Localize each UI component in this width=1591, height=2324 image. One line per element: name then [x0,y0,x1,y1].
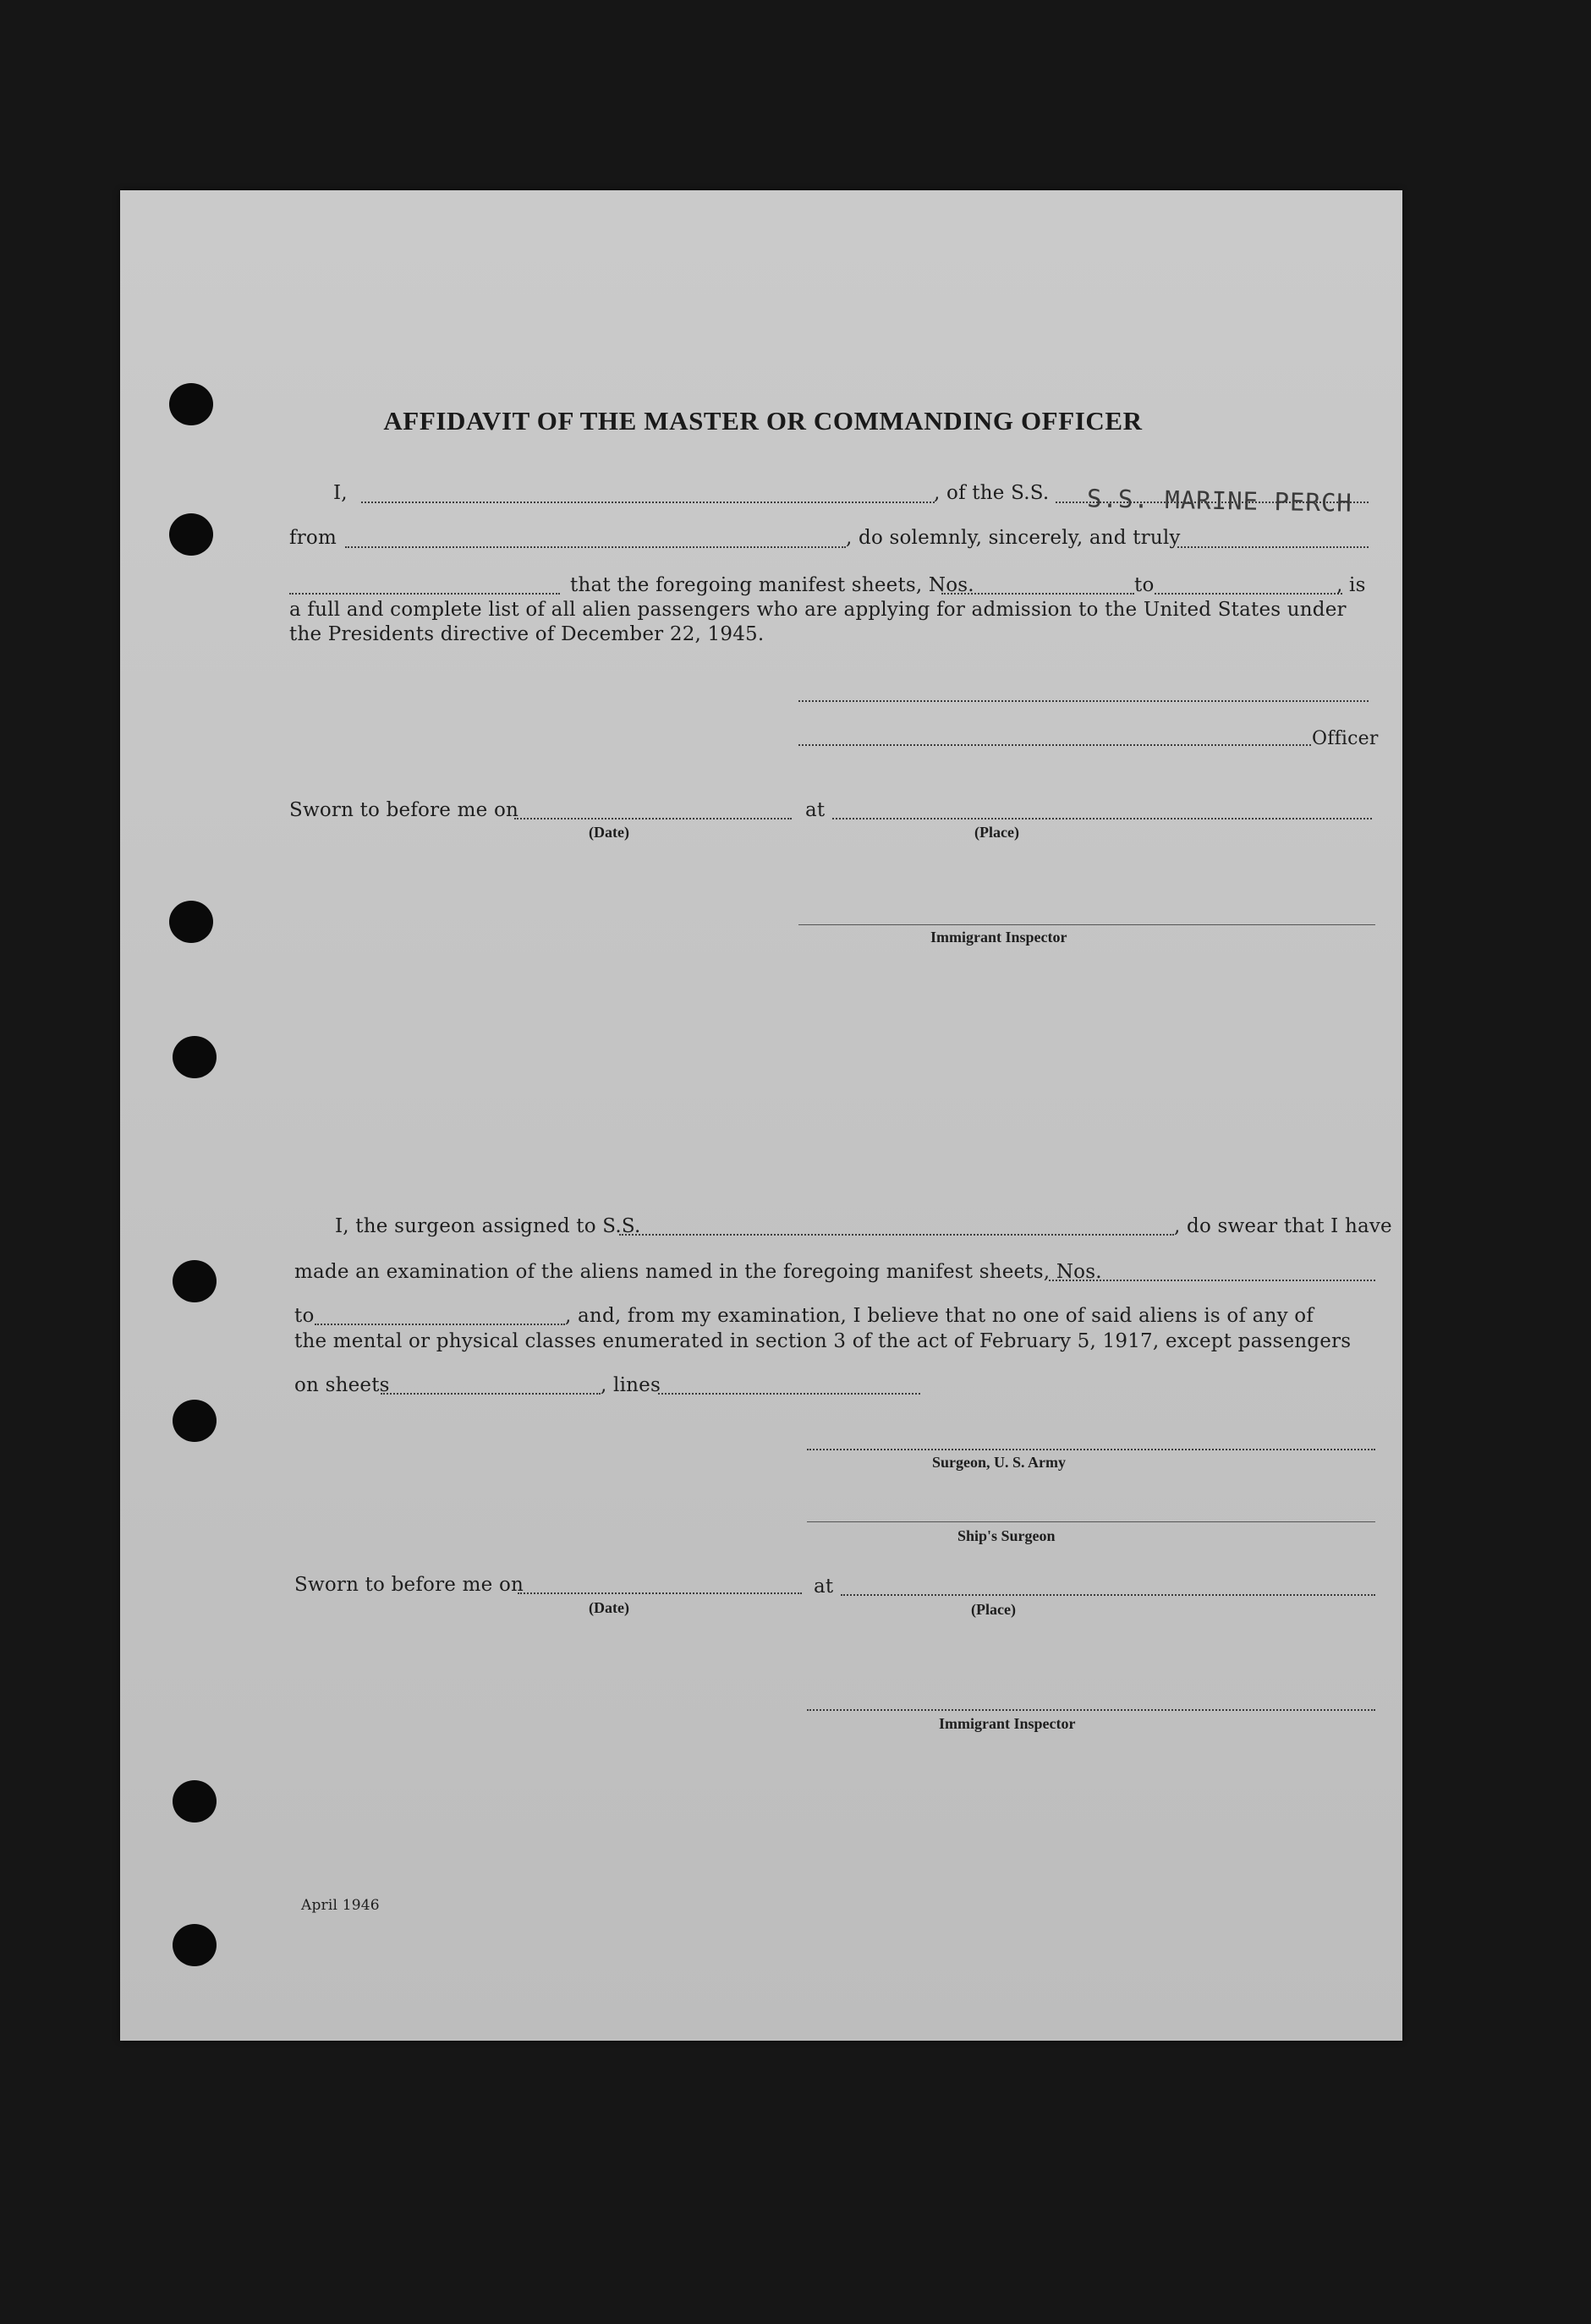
from-label: from [289,527,337,549]
punch-hole [173,1400,217,1442]
sworn-place-field-2[interactable] [841,1594,1375,1596]
surgeon-sheets-from-field[interactable] [1049,1280,1375,1281]
date-caption: (Date) [589,824,629,841]
i-label: I, [333,482,348,504]
sworn-date-field-2[interactable] [518,1592,802,1594]
surgeon-ship-field[interactable] [619,1234,1174,1236]
surgeon-sheets-to-field[interactable] [315,1324,565,1325]
ship-name-stamp: S.S. MARINE PERCH [1086,484,1353,518]
is-label: , is [1336,574,1366,596]
lines-label: , lines [601,1374,661,1396]
at-label: at [805,799,826,821]
officer-label: Officer [1312,728,1379,749]
of-ss-label: , of the S.S. [934,482,1050,504]
sworn-label: Sworn to before me on [289,799,519,821]
sheets-to-field[interactable] [1155,593,1342,595]
foregoing-sheets-text: that the foregoing manifest sheets, Nos. [570,574,974,596]
to-label: to [1134,574,1155,596]
do-solemnly-text: , do solemnly, sincerely, and truly [846,527,1181,549]
sworn-date-field[interactable] [514,818,792,819]
surgeon-line-1a: I, the surgeon assigned to S.S. [335,1215,641,1237]
surgeon-line-4: the mental or physical classes enumerated in section 3 of the act of February 5, 1917, except passengers [294,1330,1352,1352]
full-list-text: a full and complete list of all alien passengers who are applying for admission to the United States under [289,599,1347,621]
inspector-signature-line-2[interactable] [807,1709,1375,1711]
excepted-lines-field[interactable] [658,1393,920,1395]
sworn-place-field[interactable] [832,818,1372,819]
inspector-label: Immigrant Inspector [930,929,1067,945]
at-label-2: at [814,1576,834,1598]
punch-hole [173,1036,217,1078]
place-caption: (Place) [974,824,1019,841]
document-title: AFFIDAVIT OF THE MASTER OR COMMANDING OFFICER [383,406,1143,436]
date-caption-2: (Date) [589,1599,629,1616]
officer-signature-line-1[interactable] [798,700,1369,702]
sheets-from-field[interactable] [941,593,1134,595]
army-surgeon-signature-line[interactable] [807,1449,1375,1450]
punch-hole [169,901,213,943]
directive-text: the Presidents directive of December 22, 1945. [289,623,765,645]
officer-signature-line-2[interactable] [798,744,1311,746]
punch-hole [173,1924,217,1966]
surgeon-line-1b: , do swear that I have [1174,1215,1392,1237]
from-port-field[interactable] [345,546,846,548]
surgeon-to-label: to [294,1305,315,1327]
punch-hole [173,1260,217,1302]
punch-hole [169,383,213,425]
place-caption-2: (Place) [971,1601,1016,1618]
surgeon-line-2: made an examination of the aliens named in the foregoing manifest sheets, Nos. [294,1261,1102,1283]
oath-word-field-b[interactable] [289,593,560,595]
form-date: April 1946 [301,1897,380,1914]
affidavit-page [120,190,1402,2041]
ship-surgeon-signature-line[interactable] [807,1521,1375,1522]
punch-hole [173,1780,217,1822]
army-surgeon-label: Surgeon, U. S. Army [932,1454,1067,1471]
excepted-sheets-field[interactable] [381,1393,601,1395]
inspector-signature-line[interactable] [798,924,1375,925]
oath-word-field-a[interactable] [1177,546,1369,548]
master-name-field[interactable] [361,502,935,503]
inspector-label-2: Immigrant Inspector [939,1715,1076,1732]
ship-surgeon-label: Ship's Surgeon [957,1527,1056,1544]
sworn-label-2: Sworn to before me on [294,1574,524,1596]
surgeon-line-3b: , and, from my examination, I believe that no one of said aliens is of any of [565,1305,1314,1327]
on-sheets-label: on sheets [294,1374,390,1396]
punch-hole [169,513,213,556]
